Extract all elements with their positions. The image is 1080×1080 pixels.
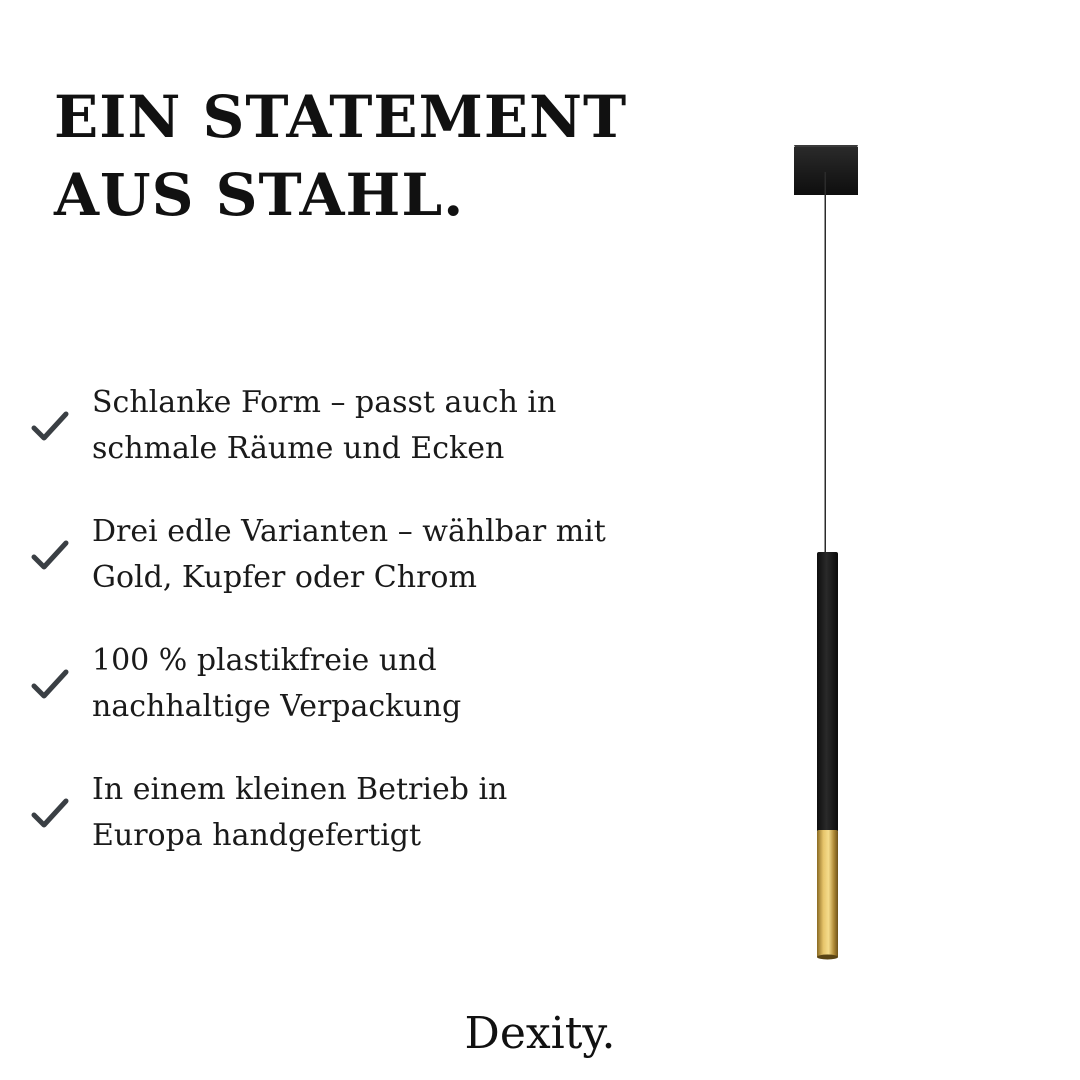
feature-text [92,380,556,472]
feature-line-1: Schlanke Form – passt auch in [92,385,557,420]
feature-line-1: 100 % plastikfreie und [92,643,437,678]
headline [54,78,627,234]
check-icon [30,406,70,446]
feature-line-2: Gold, Kupfer oder Chrom [92,560,477,595]
lamp-body-gold [817,830,838,958]
headline-line-2: AUS STAHL. [54,161,465,229]
pendant-lamp-image [770,130,880,970]
feature-item [30,509,670,609]
feature-item [30,767,670,867]
feature-text [92,509,606,601]
check-icon [30,793,70,833]
check-icon [30,535,70,575]
feature-line-2: nachhaltige Verpackung [92,689,462,724]
feature-line-2: schmale Räume und Ecken [92,431,505,466]
feature-item [30,638,670,738]
check-icon [30,664,70,704]
feature-line-1: Drei edle Varianten – wählbar mit [92,514,606,549]
feature-text [92,638,461,730]
headline-line-1: EIN STATEMENT [54,83,628,151]
feature-item [30,380,670,480]
feature-line-2: Europa handgefertigt [92,818,422,853]
lamp-cable [825,172,827,554]
feature-line-1: In einem kleinen Betrieb in [92,772,508,807]
brand-logo: Dexity. [464,1008,616,1059]
feature-text [92,767,507,859]
lamp-body-black [817,552,838,832]
